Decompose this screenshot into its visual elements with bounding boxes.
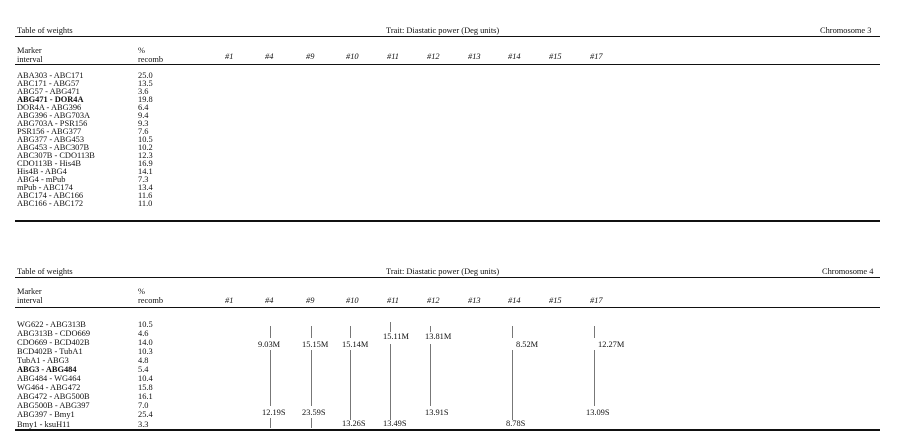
recomb-cell: 4.8	[138, 356, 149, 365]
marker-cell: ABG500B - ABG397	[17, 401, 90, 410]
weight-10-m: 15.14M	[342, 340, 369, 349]
col-header-4: #4	[265, 52, 274, 61]
weight-11-m: 15.11M	[383, 332, 409, 341]
pct-header: %	[138, 287, 145, 296]
col-header-1: #1	[225, 52, 234, 61]
recomb-header: recomb	[138, 55, 164, 64]
recomb-cell: 12.3	[138, 151, 153, 160]
weight-17-s: 13.09S	[586, 408, 610, 417]
recomb-header: recomb	[138, 296, 164, 305]
table-title: Table of weights	[17, 26, 73, 35]
col-header-9: #9	[306, 296, 315, 305]
recomb-cell: 3.6	[138, 87, 149, 96]
weight-14-s: 8.78S	[506, 419, 526, 428]
recomb-cell: 19.8	[138, 95, 153, 104]
marker-cell: ABG377 - ABG453	[17, 135, 85, 144]
recomb-cell: 7.6	[138, 127, 149, 136]
col-header-17: #17	[590, 296, 603, 305]
marker-cell: ABA303 - ABC171	[17, 71, 84, 80]
marker-cell: Bmy1 - ksuH11	[17, 420, 71, 429]
marker-cell: WG622 - ABG313B	[17, 320, 86, 329]
guide-line	[311, 418, 312, 428]
recomb-cell: 6.4	[138, 103, 149, 112]
weight-12-m: 13.81M	[425, 332, 452, 341]
guide-line	[594, 350, 595, 406]
bottom-rule	[15, 429, 880, 431]
weight-9-m: 15.15M	[302, 340, 329, 349]
col-header-13: #13	[468, 52, 481, 61]
trait-label: Trait: Diastatic power (Deg units)	[386, 26, 500, 35]
marker-cell: ABG396 - ABG703A	[17, 111, 91, 120]
top-rule	[15, 277, 880, 278]
recomb-cell: 7.3	[138, 175, 149, 184]
marker-cell: ABG703A - PSR156	[17, 119, 88, 128]
guide-line	[270, 418, 271, 428]
weight-14-m: 8.52M	[516, 340, 539, 349]
recomb-cell: 10.5	[138, 320, 153, 329]
recomb-cell: 10.3	[138, 347, 153, 356]
marker-cell: ABC174 - ABC166	[17, 191, 84, 200]
marker-cell: CDO113B - His4B	[17, 159, 81, 168]
guide-line	[512, 326, 513, 338]
col-header-12: #12	[427, 52, 440, 61]
recomb-cell: 13.5	[138, 79, 153, 88]
recomb-cell: 5.4	[138, 365, 149, 374]
marker-cell: ABG4 - mPub	[17, 175, 66, 184]
guide-line	[311, 350, 312, 406]
col-header-17: #17	[590, 52, 603, 61]
col-header-15: #15	[549, 296, 562, 305]
table-title: Table of weights	[17, 267, 73, 276]
guide-line	[512, 350, 513, 420]
col-header-10: #10	[346, 52, 359, 61]
marker-cell: CDO669 - BCD402B	[17, 338, 90, 347]
col-header-14: #14	[508, 296, 521, 305]
recomb-cell: 10.2	[138, 143, 153, 152]
col-header-11: #11	[387, 52, 399, 61]
guide-line	[311, 326, 312, 338]
guide-line	[350, 326, 351, 338]
marker-cell: BCD402B - TubA1	[17, 347, 83, 356]
recomb-cell: 14.1	[138, 167, 153, 176]
col-header-4: #4	[265, 296, 274, 305]
pct-header: %	[138, 46, 145, 55]
recomb-cell: 14.0	[138, 338, 153, 347]
col-header-11: #11	[387, 296, 399, 305]
guide-line	[270, 350, 271, 406]
header-rule	[15, 307, 880, 308]
col-header-13: #13	[468, 296, 481, 305]
recomb-cell: 16.1	[138, 392, 153, 401]
marker-cell-highlight: ABG471 - DOR4A	[17, 95, 84, 104]
recomb-cell: 7.0	[138, 401, 149, 410]
recomb-cell: 11.6	[138, 191, 153, 200]
recomb-cell: 25.0	[138, 71, 153, 80]
recomb-cell: 9.3	[138, 119, 149, 128]
marker-cell: ABG397 - Bmy1	[17, 410, 75, 419]
col-header-1: #1	[225, 296, 234, 305]
marker-cell: ABG472 - ABG500B	[17, 392, 90, 401]
guide-line	[390, 322, 391, 332]
chromosome-label: Chromosome 4	[822, 267, 874, 276]
col-header-9: #9	[306, 52, 315, 61]
chromosome-label: Chromosome 3	[820, 26, 872, 35]
col-header-10: #10	[346, 296, 359, 305]
trait-label: Trait: Diastatic power (Deg units)	[386, 267, 500, 276]
marker-cell: DOR4A - ABG396	[17, 103, 82, 112]
marker-cell: ABG453 - ABC307B	[17, 143, 90, 152]
guide-line	[350, 350, 351, 420]
recomb-cell: 10.5	[138, 135, 153, 144]
recomb-cell: 9.4	[138, 111, 149, 120]
recomb-cell: 10.4	[138, 374, 153, 383]
recomb-cell: 25.4	[138, 410, 153, 419]
interval-header: interval	[17, 296, 43, 305]
recomb-cell: 4.6	[138, 329, 149, 338]
col-header-15: #15	[549, 52, 562, 61]
marker-cell: PSR156 - ABG377	[17, 127, 82, 136]
weight-4-m: 9.03M	[258, 340, 281, 349]
recomb-cell: 11.0	[138, 199, 153, 208]
marker-cell: ABC171 - ABG57	[17, 79, 80, 88]
recomb-cell: 16.9	[138, 159, 153, 168]
weight-17-m: 12.27M	[598, 340, 625, 349]
recomb-cell: 3.3	[138, 420, 149, 429]
weight-11-s: 13.49S	[383, 419, 407, 428]
weight-12-s: 13.91S	[425, 408, 449, 417]
col-header-12: #12	[427, 296, 440, 305]
weight-4-s: 12.19S	[262, 408, 286, 417]
col-header-14: #14	[508, 52, 521, 61]
marker-cell: ABC307B - CDO113B	[17, 151, 95, 160]
marker-cell: WG464 - ABG472	[17, 383, 81, 392]
weight-9-s: 23.59S	[302, 408, 326, 417]
guide-line	[270, 326, 271, 338]
guide-line	[430, 344, 431, 406]
marker-cell-highlight: ABG3 - ABG484	[17, 365, 77, 374]
marker-cell: His4B - ABG4	[17, 167, 67, 176]
marker-cell: ABC166 - ABC172	[17, 199, 84, 208]
interval-header: interval	[17, 55, 43, 64]
marker-cell: TubA1 - ABG3	[17, 356, 69, 365]
marker-cell: ABG57 - ABG471	[17, 87, 80, 96]
recomb-cell: 15.8	[138, 383, 153, 392]
guide-line	[594, 326, 595, 338]
marker-header: Marker	[17, 287, 42, 296]
marker-cell: ABG484 - WG464	[17, 374, 81, 383]
marker-header: Marker	[17, 46, 42, 55]
recomb-cell: 13.4	[138, 183, 153, 192]
marker-cell: mPub - ABC174	[17, 183, 73, 192]
weight-10-s: 13.26S	[342, 419, 366, 428]
guide-line	[390, 344, 391, 420]
marker-cell: ABG313B - CDO669	[17, 329, 91, 338]
